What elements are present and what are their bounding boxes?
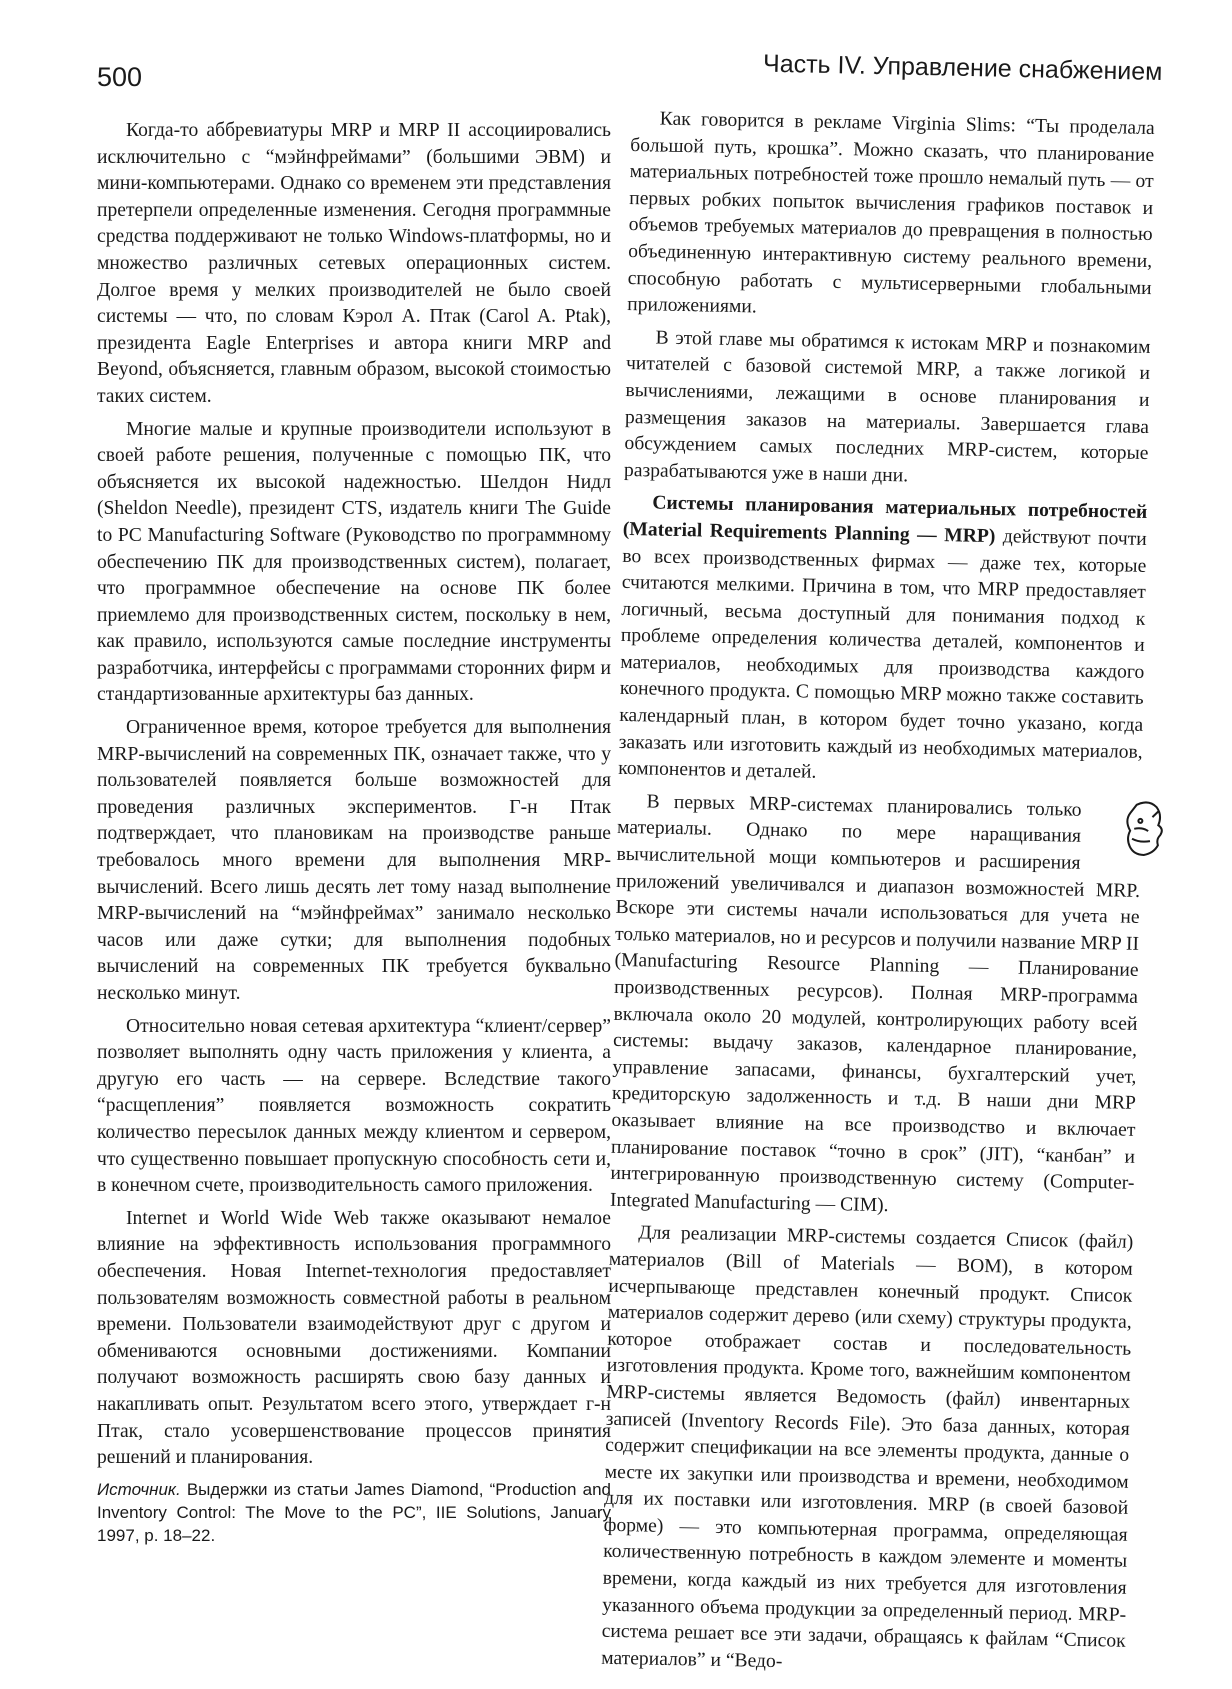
paragraph (618, 490, 1148, 793)
paragraph (610, 789, 1142, 1224)
paragraph: Как говорится в рекламе Virginia Slims: “Ты проделала большой путь, крошка”. Можно сказать, что планирование материальных потребностей тоже прошло немалый путь — от первых робких попыток вычисления графиков поставок и объемов требуемых материалов до превращения в полностью объединенную интерактивную систему реального времени, способную работать с мультисерверными глобальными приложениями. (626, 108, 1155, 318)
paragraph-rest: действуют почти во всех производственных фирмах — даже тех, которые считаются мелкими. Причина в том, что MRP предоставляет логичный, весьма доступный для понимания подход к проблеме определения количества деталей, компонентов и материалов, необходимых для производства каждого конечного продукта. С помощью MRP можно также составить календарный план, в котором будет точно указано, когда заказать или изготовить каждый из необходимых материалов, компонентов и деталей. (618, 525, 1147, 783)
paragraph: Ограниченное время, которое требуется для выполнения MRP-вычислений на современных ПК, означает также, что у пользователей появляется больше возможностей для проведения различных экспериментов. Г-н Птак подтверждает, что плановикам на производстве раньше требовалось много времени для выполнения MRP-вычислений. Всего лишь десять лет тому назад выполнение MRP-вычислений на “мэйнфреймах” занимало несколько часов или даже сутки; для выполнения подобных вычислений на современных ПК требуется буквально несколько минут. (97, 717, 611, 1004)
left-column (97, 118, 611, 1547)
right-column (601, 106, 1155, 1688)
source-note (97, 1478, 611, 1547)
paragraph: Для реализации MRP-системы создается Список (файл) материалов (Bill of Materials — BOM), в котором исчерпывающе представлен конечный продукт. Список материалов содержит дерево (или схему) структуры продукта, которое отображает состав и последовательность изготовления продукта. Кроме того, важнейшим компонентом MRP-системы является Ведомость (файл) инвентарных записей (Inventory Records File). Это база данных, которая содержит спецификации на все элементы продукта, данные о месте их закупки или производства и времени, необходимом для их поставки или изготовления. MRP (в своей базовой форме) — это компьютерная программа, определяющая количественную потребность в каждом элементе и моменты времени, когда каждый из них требуется для изготовления указанного объема продукции за определенный период. MRP-система решает все эти задачи, обращаясь к файлам “Список материалов” и “Ведо- (600, 1222, 1134, 1673)
paragraph: Internet и World Wide Web также оказывают немалое влияние на эффективность использования программного обеспечения. Новая Internet-технология предоставляет пользователям возможность совместной работы в реальном времени. Пользователи взаимодействуют друг с другом и обмениваются основными достижениями. Компании получают возможность расширять свою базу данных и накапливать опыт. Результатом всего этого, утверждает г-н Птак, стало усовершенствование процессов принятия решений и планирования. (97, 1207, 611, 1469)
source-label: Источник. (97, 1479, 181, 1499)
paragraph-text: В первых MRP-системах планировались только материалы. Однако по мере наращивания вычислительной мощи компьютеров и расширения приложений увеличивался и диапазон возможностей MRP. Вскоре эти системы начали использоваться для учета не только материалов, но и ресурсов и получили название MRP II (Manufacturing Resource Planning — Планирование производственных ресурсов). Полная MRP-программа включала около 20 модулей, контролирующих работу всей системы: выдачу заказов, календарное планирование, управление запасами, финансы, бухгалтерский учет, кредиторскую задолженность и т.д. В наши дни MRP оказывает влияние на все производство и включает планирование поставок “точно в срок” (JIT), “канбан” и интегрированную производственную систему (Computer-Integrated Manufacturing — CIM). (609, 791, 1141, 1216)
face-profile-icon (1089, 798, 1142, 861)
page-number: 500 (97, 62, 143, 92)
paragraph: В этой главе мы обратимся к истокам MRP и познакомим читателей с базовой системой MRP, а также логикой и вычислениями, лежащими в основе планирования и размещения заказов на материалы. Завершается глава обсуждением самых последних MRP-систем, которые разрабатываются уже в наши дни. (623, 327, 1151, 487)
paragraph: Когда-то аббревиатуры MRP и MRP II ассоциировались исключительно с “мэйнфреймами” (большими ЭВМ) и мини-компьютерами. Однако со временем эти представления претерпели определенные изменения. Сегодня программные средства поддерживают не только Windows-платформы, но и множество различных сетевых операционных систем. Долгое время у мелких производителей не было своей системы — что, по словам Кэрол А. Птак (Carol A. Ptak), президента Eagle Enterprises и автора книги MRP and Beyond, объясняется, главным образом, высокой стоимостью таких систем. (97, 120, 611, 407)
paragraph: Многие малые и крупные производители используют в своей работе решения, полученные с помощью ПК, что объясняется их высокой надежностью. Шелдон Нидл (Sheldon Needle), президент CTS, издатель книги The Guide to PC Manufacturing Software (Руководство по программному обеспечению ПК для производственных систем), полагает, что программное обеспечение на основе ПК более приемлемо для производственных систем, поскольку в нем, как правило, используются самые последние инструменты разработчика, интерфейсы с программами сторонних фирм и стандартизованные архитектуры баз данных. (97, 418, 611, 706)
paragraph: Относительно новая сетевая архитектура “клиент/сервер” позволяет выполнять одну часть приложения у клиента, а другую его часть — на сервере. Вследствие такого “расщепления” появляется возможность сократить количество пересылок данных между клиентом и сервером, что существенно повышает пропускную способность сети и, в конечном счете, производительность самого приложения. (97, 1015, 611, 1197)
source-text: Выдержки из статьи James Diamond, “Production and Inventory Control: The Move to the PC”, IIE Solutions, January 1997, p. 18–22. (97, 1479, 611, 1545)
running-title: Часть IV. Управление снабжением (762, 49, 1163, 86)
term-bold: Системы планирования материальных потребностей (Material Requirements Planning — MRP) (622, 492, 1148, 547)
